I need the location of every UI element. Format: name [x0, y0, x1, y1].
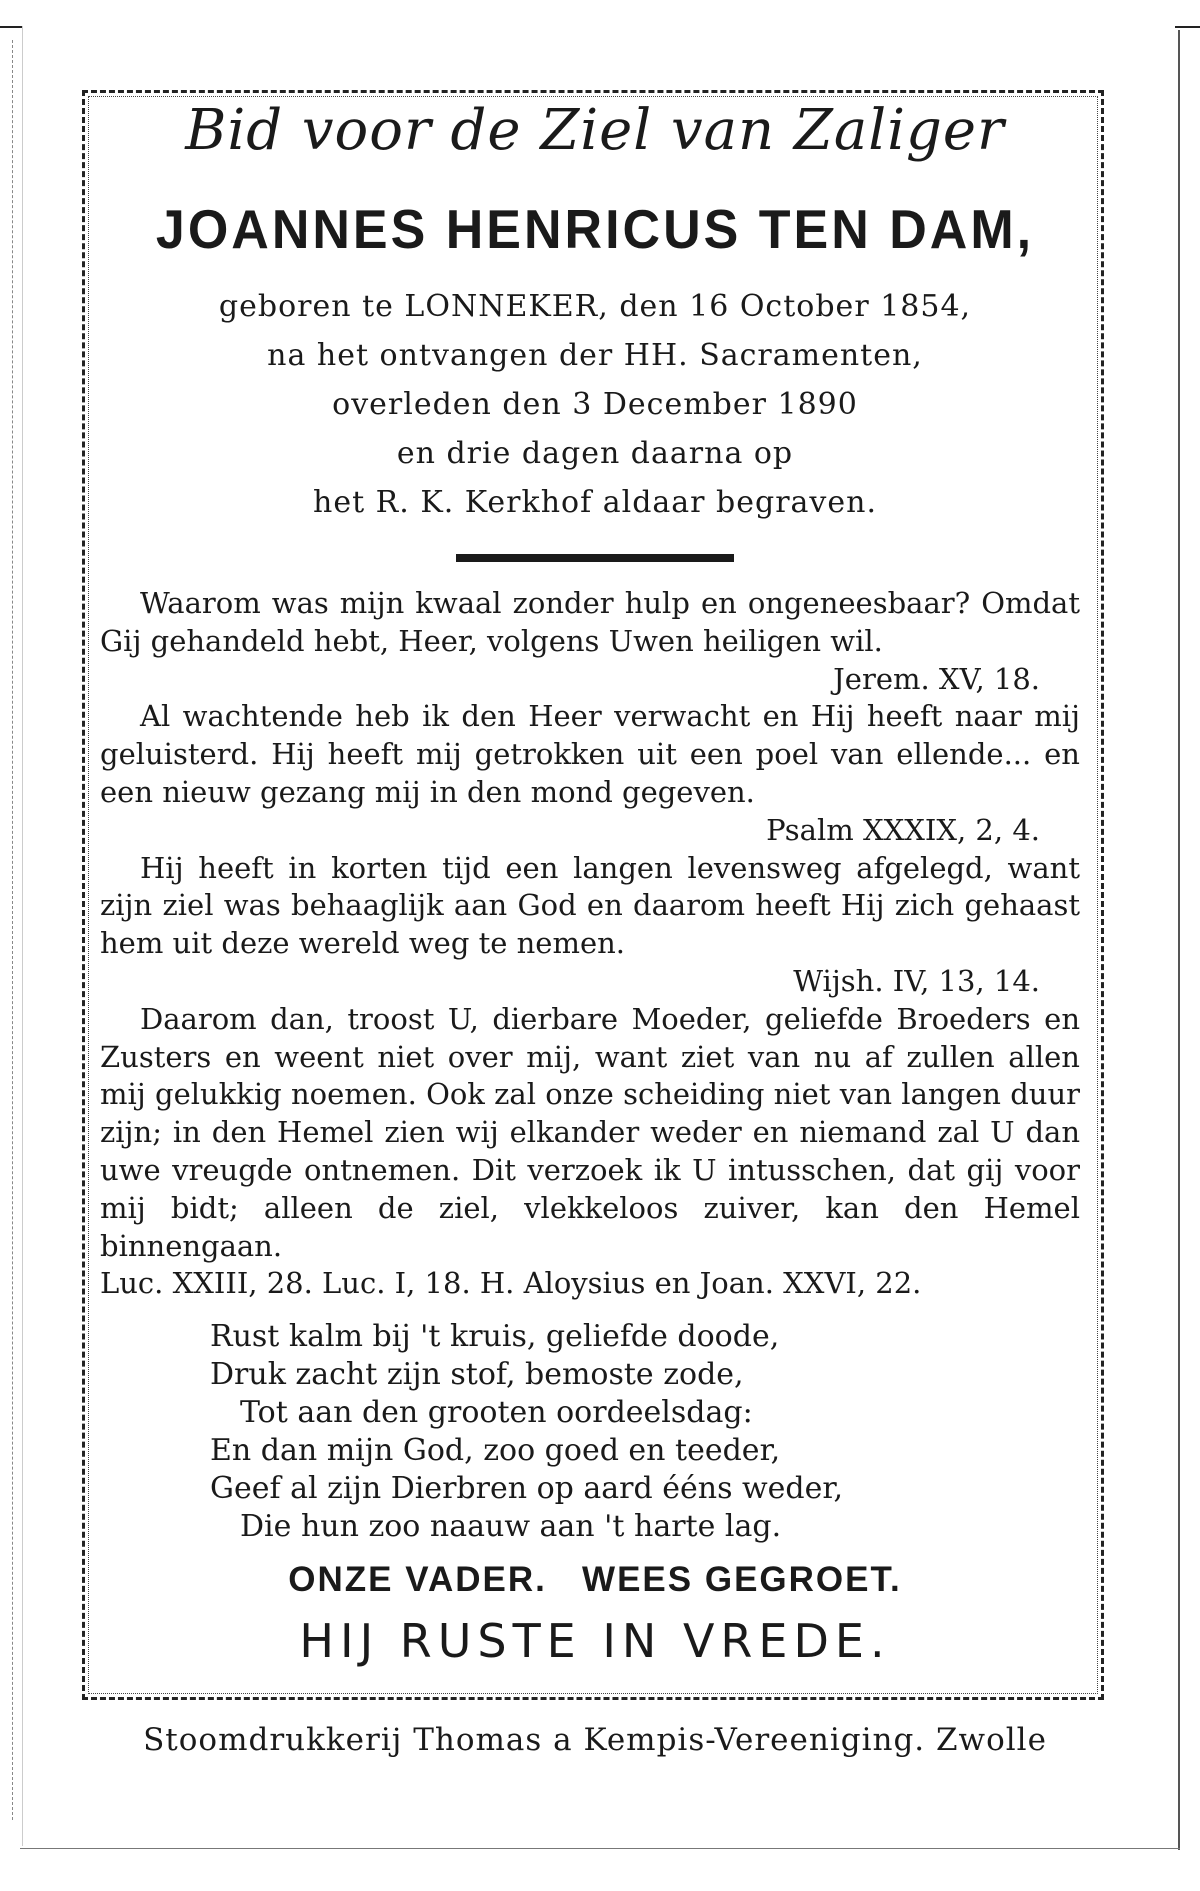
- poem-line: Druk zacht zijn stof, bemoste zode,: [210, 1357, 744, 1392]
- intro-line: het R. K. Kerkhof aldaar begraven.: [313, 485, 877, 520]
- passage-text: Daarom dan, troost U, dierbare Moeder, geliefde Broeders en Zusters en weent niet over mij, want ziet van nu af zullen allen mij gelukkig noemen. Ook zal onze scheiding niet van langen duur zijn; in den Hemel zien wij elkander weder en niemand zal U dan uwe vreugde ontnemen. Dit verzoek ik U intusschen, dat gij voor mij bidt; alleen de ziel, vlekkeloos zuiver, kan den Hemel binnengaan.: [100, 1001, 1080, 1263]
- intro-line: overleden den 3 December 1890: [332, 387, 858, 422]
- poem-line: Tot aan den grooten oordeelsdag:: [240, 1395, 753, 1430]
- rest-in-peace: HIJ RUSTE IN VREDE.: [299, 1614, 891, 1668]
- poem-line: Die hun zoo naauw aan 't harte lag.: [240, 1509, 782, 1544]
- passage-text: Waarom was mijn kwaal zonder hulp en ongeneesbaar? Omdat Gij gehandeld hebt, Heer, volgens Uwen heiligen wil.: [100, 586, 1080, 658]
- card-heading: Bid voor de Ziel van Zaliger: [185, 98, 1005, 163]
- passage-reference: Luc. XXIII, 28. Luc. I, 18. H. Aloysius en Joan. XXVI, 22.: [100, 1266, 922, 1301]
- passage-reference: Jerem. XV, 18.: [833, 661, 1040, 696]
- passage-text: Al wachtende heb ik den Heer verwacht en Hij heeft naar mij geluisterd. Hij heeft mij getrokken uit een poel van ellende... en een nieuw gezang mij in den mond gegeven.: [100, 699, 1080, 809]
- intro-line: geboren te LONNEKER, den 16 October 1854,: [218, 289, 972, 324]
- intro-line: en drie dagen daarna op: [396, 436, 794, 471]
- passage-reference: Wijsh. IV, 13, 14.: [793, 963, 1040, 998]
- intro-line: na het ontvangen der HH. Sacramenten,: [267, 338, 923, 373]
- poem: [210, 1318, 970, 1546]
- deceased-name: JOANNES HENRICUS TEN DAM,: [155, 199, 1035, 261]
- poem-line: Geef al zijn Dierbren op aard ééns weder,: [210, 1471, 843, 1506]
- printer-credit: Stoomdrukkerij Thomas a Kempis-Vereeniging. Zwolle: [143, 1722, 1047, 1758]
- prayer-line: ONZE VADER. WEES GEGROET.: [288, 1560, 902, 1599]
- poem-line: Rust kalm bij 't kruis, geliefde doode,: [210, 1319, 780, 1354]
- scan-edge-right: [1178, 30, 1181, 1850]
- scan-edge-left: [12, 40, 14, 1820]
- intro-block: [90, 282, 1100, 527]
- scripture-block: [100, 585, 1080, 1303]
- divider-rule: [456, 554, 734, 562]
- scan-edge-top: [0, 0, 1200, 28]
- scan-edge-bottom: [20, 1848, 1180, 1850]
- passage-reference: Psalm XXXIX, 2, 4.: [766, 812, 1040, 847]
- poem-line: En dan mijn God, zoo goed en teeder,: [210, 1433, 781, 1468]
- passage-text: Hij heeft in korten tijd een langen levensweg afgelegd, want zijn ziel was behaaglijk aan God en daarom heeft Hij zich gehaast hem uit deze wereld weg te nemen.: [100, 850, 1080, 961]
